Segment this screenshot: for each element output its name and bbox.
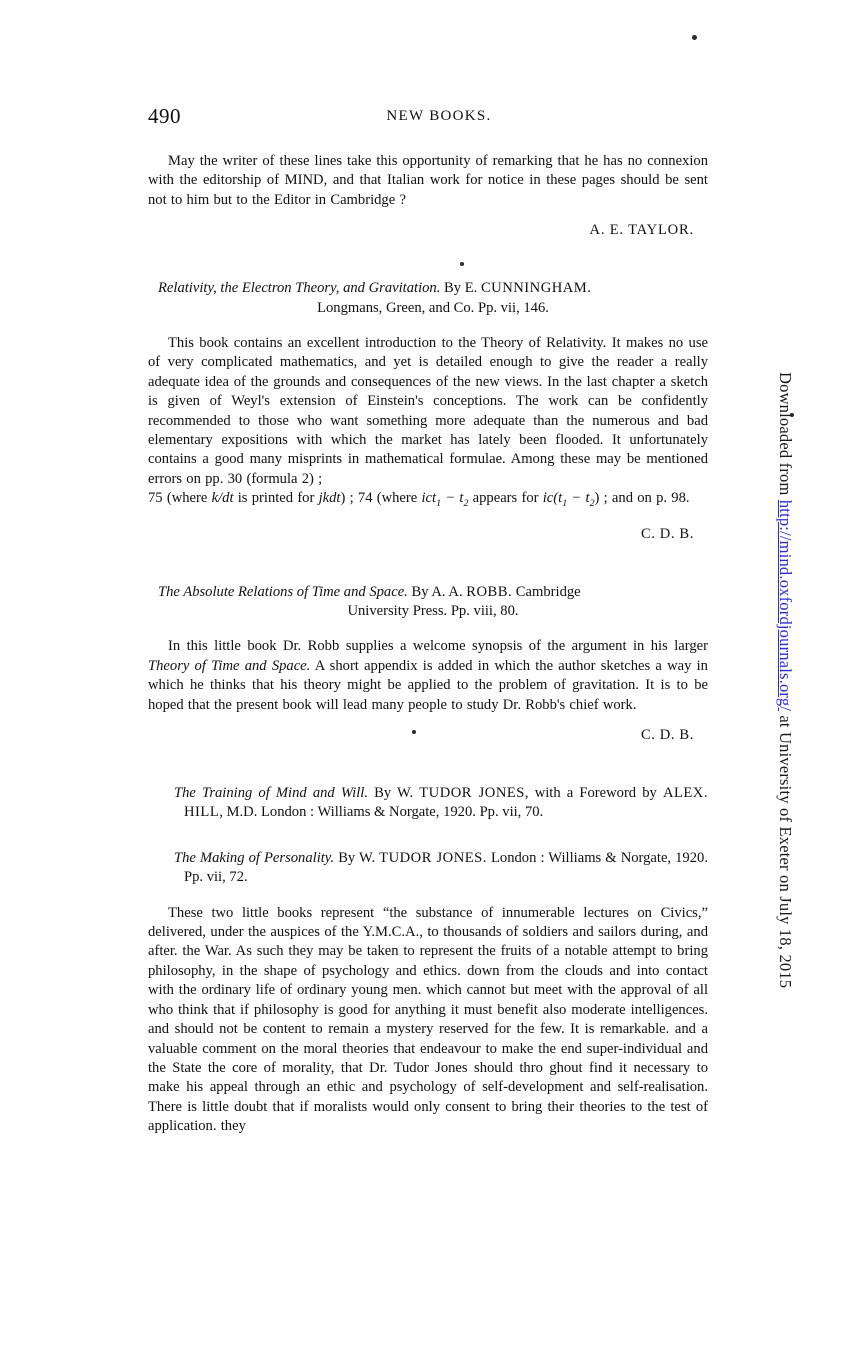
entry-training-heading	[148, 784, 708, 823]
entry-training-author: TUDOR JONES	[419, 785, 525, 802]
entry-cunningham-heading	[148, 279, 708, 298]
entry-personality-hang	[158, 849, 708, 888]
download-stamp	[775, 372, 795, 1012]
scan-speck	[692, 35, 697, 40]
download-stamp-suffix: at University of Exeter on July 18, 2015	[776, 711, 795, 989]
math-kdt: k/dt	[211, 490, 234, 507]
math-t2b-sub: 2	[589, 498, 595, 510]
math-jkdt: jkdt	[318, 490, 341, 507]
math-ict1-paren: ic(t	[542, 490, 563, 507]
math-text: ) ; 74 (where	[340, 490, 422, 507]
download-stamp-url[interactable]: http://mind.oxfordjournals.org/	[776, 499, 795, 712]
entry-training-imprint: , M.D. London : Williams & Norgate, 1920. Pp. vii, 70.	[219, 804, 544, 821]
entry-personality-author: TUDOR JONES.	[379, 849, 487, 866]
entry-training-foreword-author: ALEX. HILL	[184, 785, 708, 821]
taylor-signature-text: A. E. TAYLOR.	[589, 222, 694, 239]
entry-personality-byline-lead: By W.	[338, 849, 376, 866]
taylor-signature	[148, 222, 708, 239]
review-robb-paragraph	[148, 637, 708, 715]
entry-training-title: The Training of Mind and Will.	[174, 785, 368, 802]
entry-training-byline-lead: By W.	[374, 785, 414, 802]
entry-cunningham-author: CUNNINGHAM.	[480, 280, 592, 297]
review-robb-post: A short appendix is added in which the author sketches a way in which he thinks that his theory might be applied to the problem of gravitation. It is to be hoped that the present book will lead many people to study Dr. Robb's chief work.	[148, 657, 708, 713]
entry-gap	[148, 318, 708, 334]
entry-robb-author: ROBB.	[466, 583, 513, 600]
section-gap	[148, 543, 708, 583]
entry-cunningham-imprint: Longmans, Green, and Co. Pp. vii, 146.	[317, 299, 549, 316]
taylor-note-paragraph: May the writer of these lines take this opportunity of remarking that he has no connexion with the editorship of MIND, and that Italian work for notice in these pages should be sent not to him but to the Editor in Cambridge ?	[148, 153, 708, 208]
math-text: is printed for	[233, 490, 319, 507]
review-cunningham-math-lines	[148, 489, 708, 513]
review-cunningham-paragraph: This book contains an excellent introduction to the Theory of Relativity. It makes no use of very complicated mathematics, and yet is detailed enough to give the reader a really adequate idea of the grounds and consequences of the new views. In the last chapter a sketch is given of Weyl's extension of Einstein's conceptions. The work can be confidently recommended to those who want something more adequate than the numerous and bad elementary expositions with which the market has lately been flooded. It unfortunately contains a good many misprints in mathematical formulae. Among these may be mentioned errors on pp. 30 (formula 2) ;	[148, 335, 708, 487]
math-ict1: ict	[421, 490, 437, 507]
running-head	[148, 104, 708, 134]
math-text: ) ; and on p. 98.	[594, 490, 690, 507]
page-content	[148, 104, 708, 1137]
section-gap	[148, 239, 708, 279]
cunningham-review-signature: C. D. B.	[640, 525, 694, 542]
entry-cunningham-title: Relativity, the Electron Theory, and Gravitation.	[158, 280, 441, 297]
download-stamp-prefix: Downloaded from	[776, 372, 795, 500]
entry-robb-byline-tail: Cambridge	[515, 583, 581, 600]
entry-gap	[148, 621, 708, 637]
robb-review-signature: C. D. B.	[640, 727, 694, 744]
page-number: 490	[148, 104, 181, 128]
review-robb-italic-title: Theory of Time and Space.	[148, 657, 311, 674]
entry-training-byline-tail: , with a Foreword by	[524, 785, 657, 802]
entry-personality-heading	[148, 849, 708, 888]
running-title: NEW BOOKS.	[386, 108, 492, 124]
entry-training-hang	[158, 784, 708, 823]
math-text: 75 (where	[148, 490, 212, 507]
math-t2-sub: 2	[463, 498, 469, 510]
joint-review-paragraph: These two little books represent “the substance of innumerable lectures on Civics,” delivered, under the auspices of the Y.M.C.A., to thousands of soldiers and sailors during, and after. the War. As such they may be taken to represent the fruits of a notable attempt to bring philosophy, in the shape of psychology and ethics. down from the clouds and into contact with the ordinary life of ordinary young men. which cannot but meet with the approval of all who think that if philosophy is good for anything it must benefit also moderate intelligences. and should not be content to remain a mystery reserved for the few. It is remarkable. and a valuable comment on the moral theories that endeavour to make the end super-individual and the State the core of morality, that Dr. Tudor Jones should thro ghout find it necessary to make his appeal through an ethic and psychology of self-development and self-realisation. There is little doubt that if moralists would only consent to bring their theories to the test of application. they	[148, 904, 708, 1135]
entry-personality-imprint: London : Williams & Norgate, 1920. Pp. vii, 72.	[184, 849, 708, 886]
math-minus-t2: − t	[441, 490, 464, 507]
math-ict1-paren-sub: 1	[562, 498, 568, 510]
entry-gap	[148, 823, 708, 849]
entry-gap	[148, 888, 708, 904]
math-text: appears for	[468, 490, 539, 507]
math-minus-t2b: − t	[567, 490, 590, 507]
entry-robb-byline-lead: By A. A.	[411, 583, 463, 600]
entry-personality-title: The Making of Personality.	[174, 849, 335, 866]
entry-robb-title: The Absolute Relations of Time and Space.	[158, 583, 408, 600]
entry-robb-imprint: University Press. Pp. viii, 80.	[347, 603, 519, 619]
math-ict1-sub: 1	[436, 498, 442, 510]
section-gap	[148, 744, 708, 784]
entry-robb-heading	[148, 583, 708, 602]
review-robb-pre: In this little book Dr. Robb supplies a welcome synopsis of the argument in his larger	[168, 638, 708, 655]
entry-cunningham-byline-lead: By E.	[444, 280, 478, 297]
